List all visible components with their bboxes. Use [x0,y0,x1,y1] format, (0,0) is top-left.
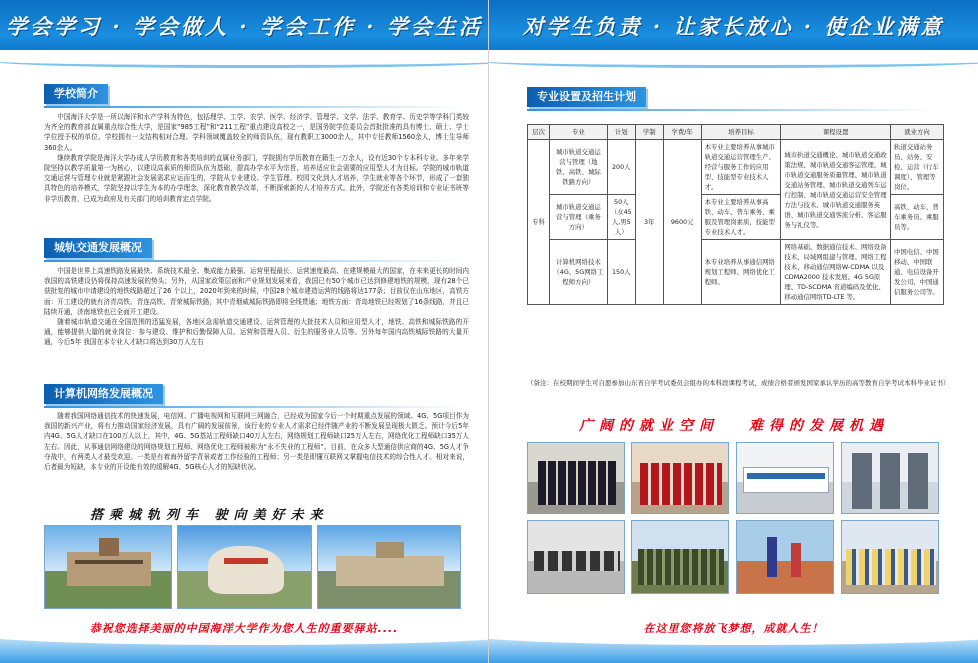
photo-basketball [736,520,834,594]
section-title-network: 计算机网络发展概况 [44,384,163,404]
table-cell-major: 计算机网络技术（4G、5G网络工程师方向） [549,240,607,305]
table-header: 计划 [607,125,635,140]
right-footer-band [489,635,978,663]
table-cell-jobs: 中国电信、中国移动、中国联通、电信设备开发公司、中国通信服务公司等。 [891,240,944,305]
paragraph: 随着城市轨道交通在全国范围的迅猛发展，各地区急需轨道交通建设、运营管理的大批技术人员和应用型人才，地铁、高铁和城际铁路的开通，能够提供大量的就业岗位：参与建设、维护和后勤保障人员、运营和管理人员、衍生的服务业人员等。另外每年国内高铁城际铁路的大量开通，今后5年 我国在本专业人才缺口将达到30万人左右 [44,318,469,347]
table-header-row [528,125,944,140]
enrollment-plan-table [527,124,944,305]
table-cell-major: 城市轨道交通运营与管理（地铁、高铁、城际铁路方向） [549,140,607,195]
photo-caption: 搭乘城轨列车 驶向美好未来 [90,508,329,523]
photo-crew-red [631,442,729,514]
paragraph: 中国海洋大学是一所以海洋和水产学科为特色，包括理学、工学、农学、医学、经济学、管理学、文学、法学、教育学、历史学等学科门类较为齐全的教育部直属重点综合性大学，是国家“985工程”和“211工程”重点建设高校之一，是国务院学位委员会首批批准的具有博士、硕士、学士学位授予权的单位。学校拥有一支结构相对合理、学科领域覆盖较全的师资队伍，现有教职工3000余人，其中专任教师1560余人，博士生导师360余人。 [44,113,469,152]
table-header: 专业 [549,125,607,140]
table-cell-courses: 网络基础、数据通信技术、网络设备技术、局域网组建与管理、网络工程技术、移动通信网络W-CDMA 以及CDMA2000 技术发展、4G 5G原理、TD-SCDMA 省道编码及优化、移动通信网络TD-LTE 等。 [781,240,891,305]
table-header: 课程设置 [781,125,891,140]
photo-military-training [631,520,729,594]
school-intro-text [44,112,469,204]
table-cell-plan: 50人（女45人,男5人） [607,195,635,240]
network-text [44,411,469,472]
section-divider [44,260,464,262]
table-cell-jobs: 高铁、动车、普车乘务员、乘服员等。 [891,195,944,240]
section-divider [527,109,937,111]
table-row [528,240,944,305]
table-header: 培养目标 [701,125,781,140]
table-cell-courses: 城市轨道交通概论、城市轨道交通政策法规、城市轨道交通客运管理、城市轨道交通服务质量管理、城市轨道交通站务管理、城市轨道交通列车运行控制、城市轨道交通运营安全管理方法与技术、城市轨道交通服务英语、城市轨道交通客流分析、客运服务与礼仪等。 [781,140,891,240]
photo-students-uniform [527,442,625,514]
table-cell-duration: 3年 [635,140,663,305]
table-header: 学制 [635,125,663,140]
paragraph: 随着我国网络通信技术的快速发展，电信网、广播电视网和互联网三网融合，已经成为国家今后一个时期重点发展的领域。4G、5G项目作为我国的新兴产业，将有力推动国家经济发展，具有广阔的发展前景，该行业的专业人才需求已经伴随产业的不断发展呈现极大匮乏。预计今后5年内4G、5G人才缺口在100万人以上，其中，4G、5G基站工程师缺口40万人左右，网络规划工程师缺口25万人左右，网络优化工程师缺口35万人左右。因此，从事通信网络建设的网络规划工程师、网络优化工程师被称为“永不失业的工程师”。目前，在众多大型通信供应商的4G、5G人才争夺战中，有两类人才最受欢迎。一类是有着海外留学背景或者工作经验的工程师；另一类是即懂互联网又掌握电信技术的综合性人才。相对来说，后者最为短缺，本专业的开设能有效的缓解4G、5G核心人才的短缺状况。 [44,412,469,472]
table-cell-major: 城市轨道交通运营与管理（乘务方向） [549,195,607,240]
table-cell-plan: 200人 [607,140,635,195]
rail-transit-text [44,266,469,348]
left-footer-band [0,635,489,663]
table-header: 学费/年 [663,125,701,140]
table-cell-goal: 本专业培养从事通信网络规划工程师、网络优化工程师。 [701,240,781,305]
section-divider [44,106,464,108]
right-banner-slogan: 对学生负责 · 让家长放心 · 使企业满意 [522,14,945,39]
table-cell-plan: 150人 [607,240,635,305]
left-banner-slogan: 学会学习 · 学会做人 · 学会工作 · 学会生活 [6,14,483,39]
table-header: 就业方向 [891,125,944,140]
right-footer-text: 在这里您将放飞梦想，成就人生！ [643,622,824,635]
table-header: 层次 [528,125,550,140]
section-title-majors: 专业设置及招生计划 [527,87,646,107]
photo-train-station [736,442,834,514]
caption-career-space: 广阔的就业空间 [579,418,719,434]
caption-development-opportunity: 难得的发展机遇 [749,418,889,434]
section-title-school-intro: 学校简介 [44,84,108,104]
right-page [489,0,978,663]
table-note: （备注：在校期间学生可自愿参加山东省自学考试委员会组办的本科段课程考试，成绩合格者颁发国家承认学历的高等教育自学考试本科毕业证书） [527,379,950,387]
table-cell-jobs: 轨道交通站务员、站务、安检、运营（行车调度）、管理等岗位。 [891,140,944,195]
campus-photo-building [44,525,172,609]
table-cell-level: 专科 [528,140,550,305]
paragraph: 中国是世界上高速铁路发展最快、系统技术最全、集成能力最强、运营里程最长、运营速度最高、在建规模最大的国家，在未来更长的时间内我国的高铁建设仍将保持高速发展的势头；另外，从国家政策层面和产业规划发展来看，我国已有50个城市已达到修建地铁的规模，现有28个已获批复的城市申请建设的地铁线路超过了26 个以上，2020年到来的时候，中国28个城市建造运营的线路将达177条；目前仅在山东地区，高铁方面：开工建设的就有济青高铁、青连高铁、青荣城际铁路，其中青烟威城际铁路即将全线贯通；地铁方面：青岛地铁已经规划了16条线路，并且已陆续开通，济南地铁也已全面开工建设。 [44,267,469,316]
table-cell-goal: 本专业主要培养从事城市轨道交通运营管理生产、经营与服务工作的应用型、技能型专业技术人才。 [701,140,781,195]
banner-swoosh-line [489,54,978,68]
photo-server-room [841,442,939,514]
campus-photo-stone [177,525,312,609]
section-title-rail-transit: 城轨交通发展概况 [44,238,152,258]
table-cell-goal: 本专业主要培养从事高铁、动车、普车乘务、乘服及管理岗素质，技能型专业技术人才。 [701,195,781,240]
left-footer-text: 恭祝您选择美丽的中国海洋大学作为您人生的重要驿站.... [89,622,399,635]
paragraph: 继续教育学院是海洋大学办成人学历教育和各类培训的直属业务部门，学院拥有学历教育在籍生一万余人，设有近30个专本科专业。多年来学院坚持以教学质量第一为核心，以建设高素质的师资队伍为基础，提高办学水平为宗旨，培养适应社会需要的应用型人才为目标。学院的城市轨道交通运营与管理专业就是紧跟社会发展需求应运而生的，学院从专业建设、学生管理、校园文化到人才培养，学生就业等各个环节，形成了一套独具特色的培养模式，学院坚持以学生为本的办学理念，深化教育教学改革，不断探索新的人才培养方式。此外，学院还有各类培训和专业证书班等非学历教育，已成为政府及有关部门的培训教育定点学院。 [44,153,469,203]
section-divider [44,406,464,408]
banner-swoosh-line [0,54,489,68]
table-row [528,140,944,195]
photo-computer-lab [527,520,625,594]
photo-group-event [841,520,939,594]
campus-photo-main-building [317,525,461,609]
table-cell-fee: 9600元 [663,140,701,305]
